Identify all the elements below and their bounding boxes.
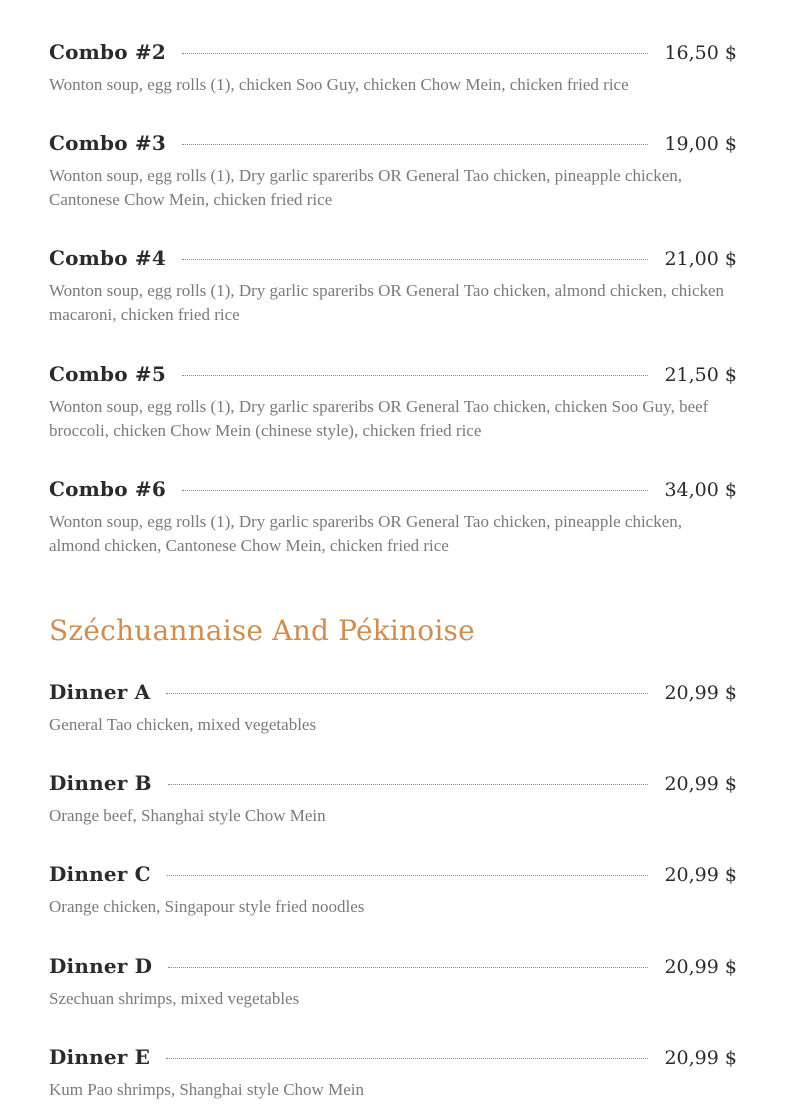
dotted-leader (182, 259, 648, 260)
item-price: 20,99 $ (664, 1047, 737, 1069)
item-description: Wonton soup, egg rolls (1), Dry garlic spareribs OR General Tao chicken, chicken Soo Guy, beef broccoli, chicken Chow Mein (chinese style), chicken fried rice (49, 397, 709, 440)
item-name: Dinner B (49, 771, 152, 795)
menu-item-combo-4 (49, 246, 737, 327)
item-name: Combo #3 (49, 131, 166, 155)
dotted-leader (182, 490, 648, 491)
menu-item-combo-6 (49, 477, 737, 558)
item-price: 20,99 $ (664, 682, 737, 704)
dotted-leader (166, 693, 648, 694)
menu-item-combo-3 (49, 131, 737, 212)
dotted-leader (182, 144, 648, 145)
section-title: Széchuannaise And Pékinoise (49, 614, 475, 647)
item-price: 21,50 $ (664, 364, 737, 386)
item-description: Orange chicken, Singapour style fried noodles (49, 897, 365, 916)
menu-item-dinner-b (49, 771, 737, 828)
item-name: Dinner D (49, 954, 153, 978)
item-description: Wonton soup, egg rolls (1), Dry garlic spareribs OR General Tao chicken, pineapple chicken, almond chicken, Cantonese Chow Mein, chicken fried rice (49, 512, 683, 555)
item-price: 20,99 $ (664, 956, 737, 978)
menu-item-combo-2 (49, 40, 737, 97)
item-name: Combo #4 (49, 246, 166, 270)
item-description: Wonton soup, egg rolls (1), chicken Soo Guy, chicken Chow Mein, chicken fried rice (49, 75, 629, 94)
item-name: Combo #5 (49, 362, 166, 386)
item-price: 20,99 $ (664, 864, 737, 886)
item-description: Orange beef, Shanghai style Chow Mein (49, 806, 326, 825)
item-description: Wonton soup, egg rolls (1), Dry garlic spareribs OR General Tao chicken, almond chicken, chicken macaroni, chicken fried rice (49, 281, 725, 324)
menu-item-dinner-e (49, 1045, 737, 1102)
item-price: 34,00 $ (664, 479, 737, 501)
item-name: Combo #6 (49, 477, 166, 501)
dotted-leader (182, 375, 648, 376)
item-description: Wonton soup, egg rolls (1), Dry garlic spareribs OR General Tao chicken, pineapple chicken, Cantonese Chow Mein, chicken fried rice (49, 166, 683, 209)
cut-off-previous-line (49, 0, 53, 6)
item-name: Dinner A (49, 680, 151, 704)
item-price: 19,00 $ (664, 133, 737, 155)
dotted-leader (182, 53, 648, 54)
item-name: Dinner E (49, 1045, 151, 1069)
item-price: 21,00 $ (664, 248, 737, 270)
menu-item-dinner-c (49, 862, 737, 919)
item-name: Combo #2 (49, 40, 166, 64)
item-price: 20,99 $ (664, 773, 737, 795)
dotted-leader (167, 875, 649, 876)
dotted-leader (168, 784, 649, 785)
dotted-leader (166, 1058, 648, 1059)
menu-item-dinner-d (49, 954, 737, 1011)
menu-item-combo-5 (49, 362, 737, 443)
item-description: General Tao chicken, mixed vegetables (49, 715, 317, 734)
dotted-leader (168, 967, 648, 968)
item-description: Kum Pao shrimps, Shanghai style Chow Mein (49, 1080, 364, 1099)
item-description: Szechuan shrimps, mixed vegetables (49, 989, 300, 1008)
item-name: Dinner C (49, 862, 151, 886)
item-price: 16,50 $ (664, 42, 737, 64)
menu-item-dinner-a (49, 680, 737, 737)
